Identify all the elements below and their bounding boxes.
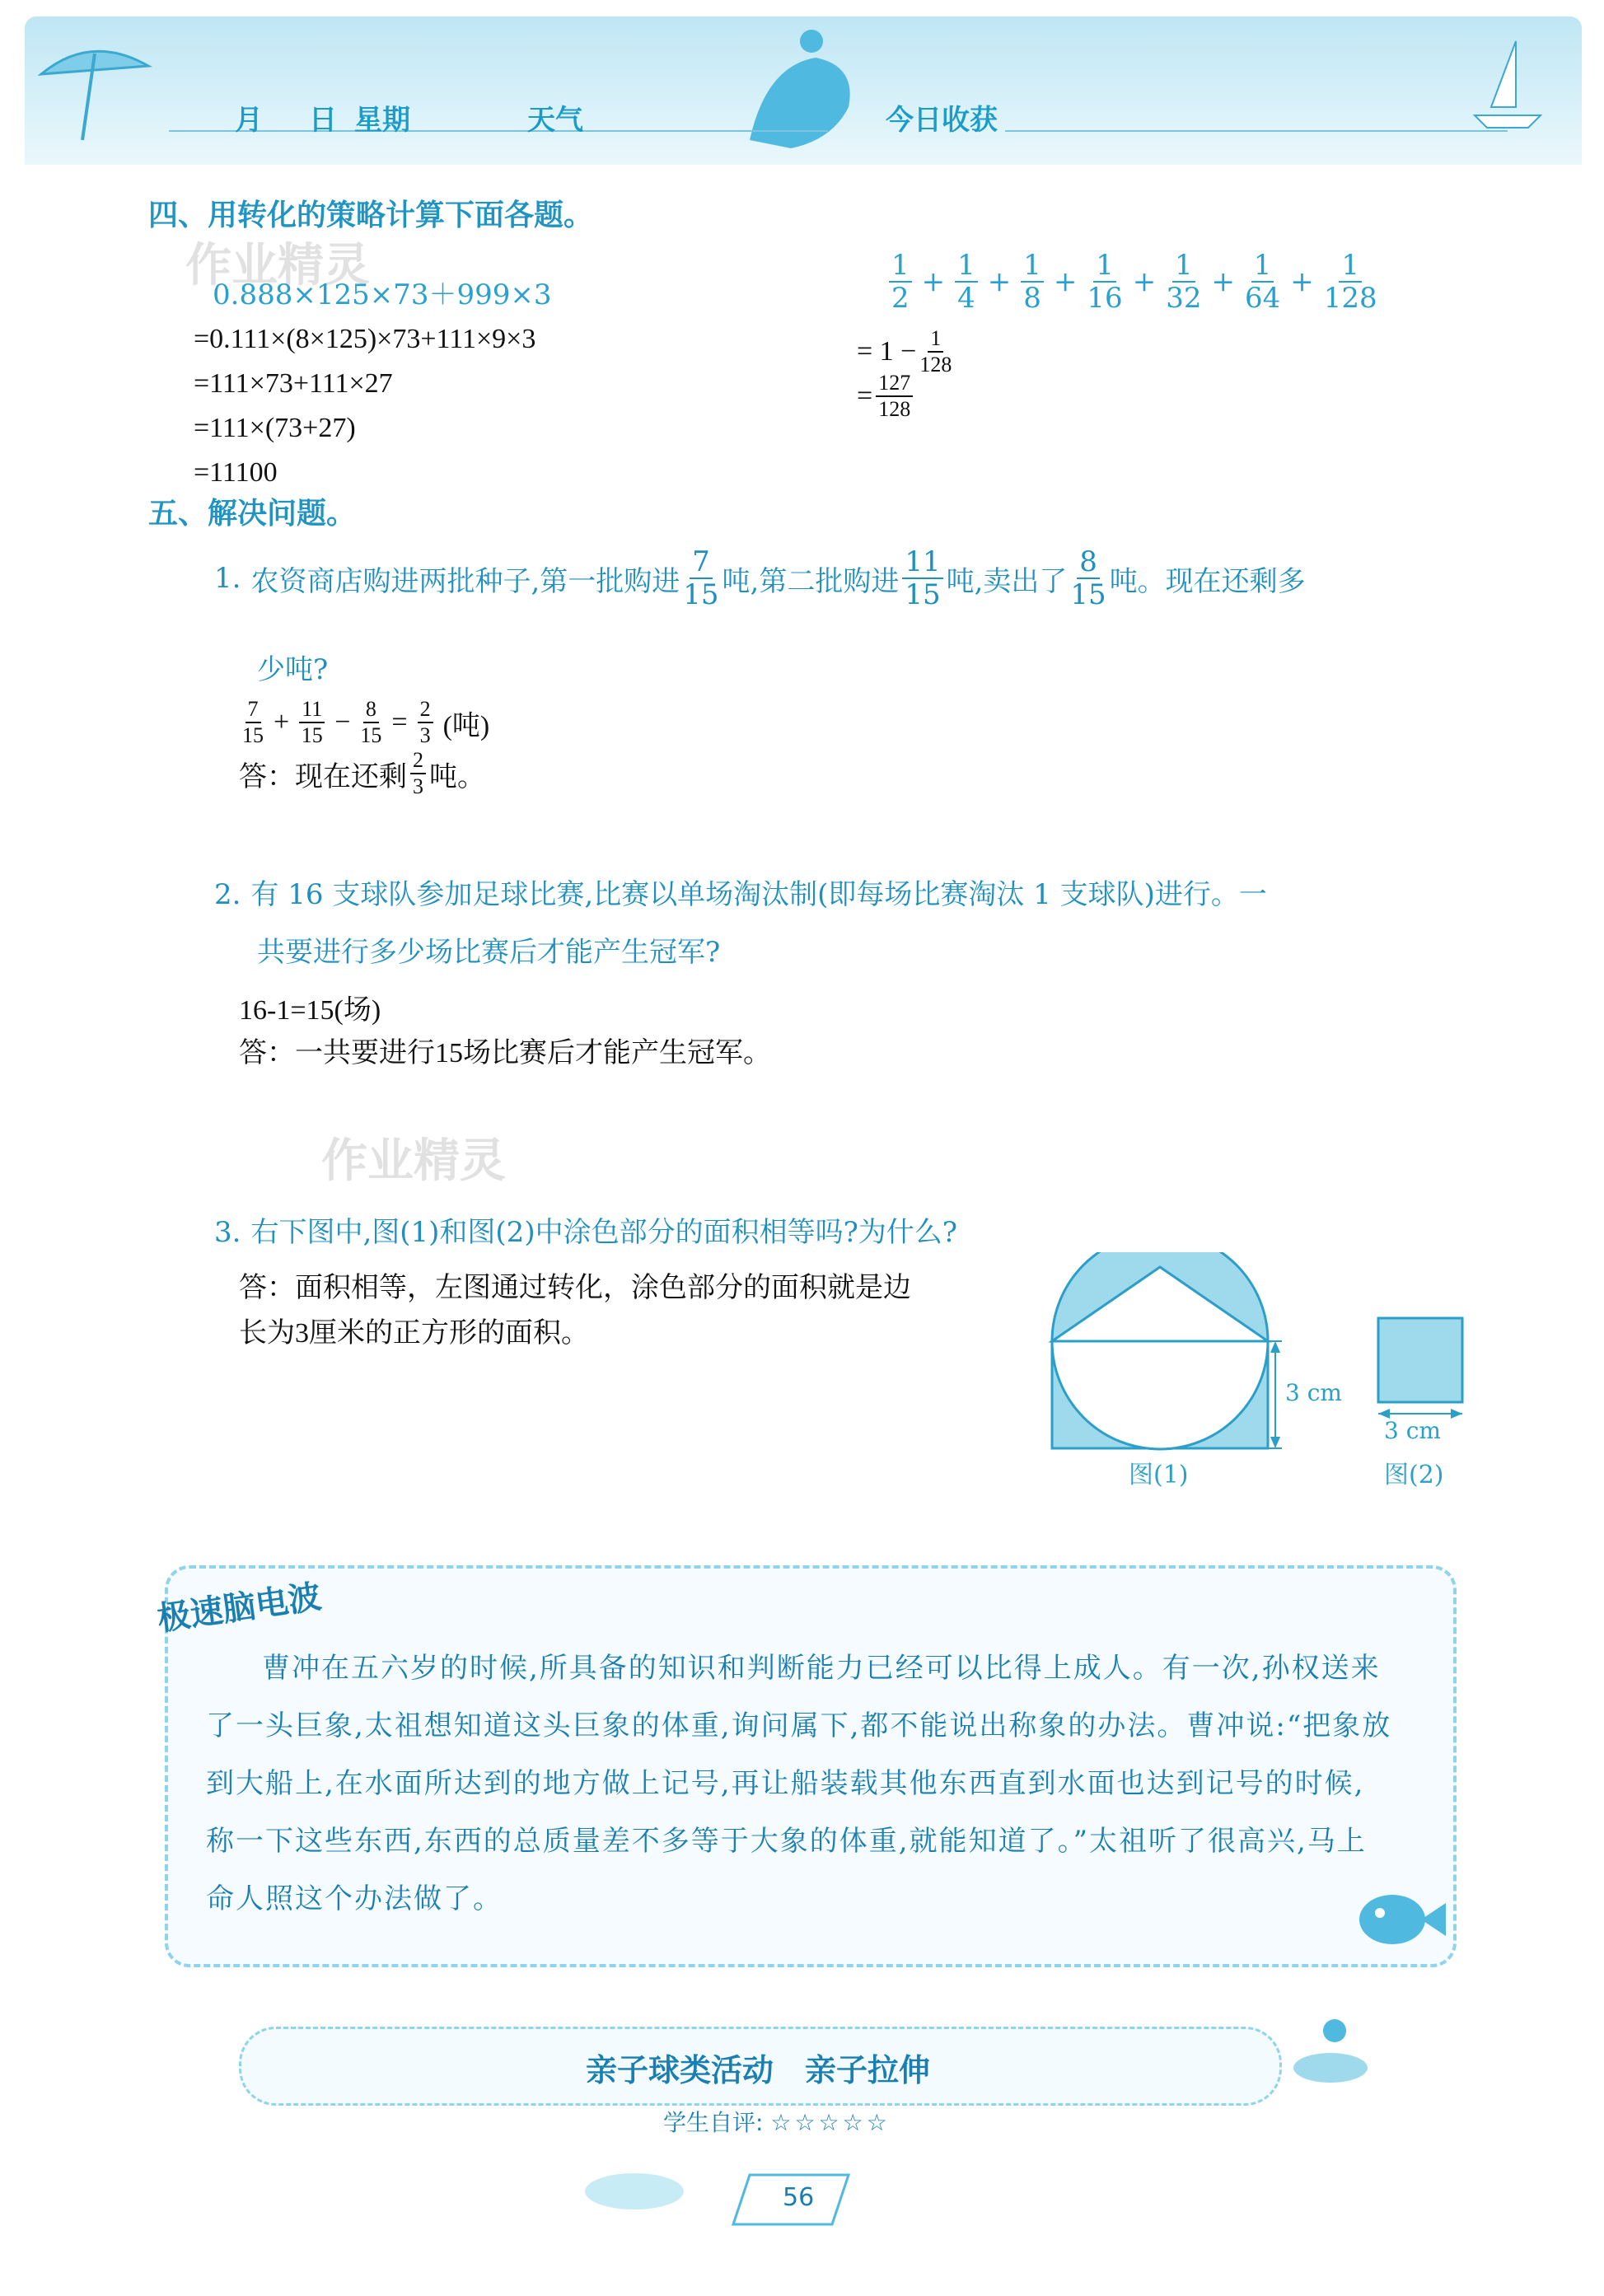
- self-eval: 学生自评: ☆☆☆☆☆: [663, 2109, 891, 2136]
- question-3-answer-cont: 长为3厘米的正方形的面积。: [239, 1318, 589, 1349]
- section-4-title: 四、用转化的策略计算下面各题。: [148, 199, 594, 232]
- header-day: 日: [309, 104, 337, 137]
- figure-2: [1378, 1318, 1462, 1489]
- sailboat-icon: [1475, 41, 1541, 128]
- question-1: 1. 农资商店购进两批种子,第一批购进 $\frac{7}{15}$ 吨,第二批购进 $\frac{11}{15}$ 吨,卖出了 $\frac{8}{15}$ 吨。现在还剩多: [214, 545, 1306, 611]
- question-3-answer: 答：面积相等，左图通过转化，涂色部分的面积就是边: [239, 1273, 911, 1303]
- header-weekday: 星期: [354, 104, 410, 137]
- problem-1-step: =11100: [194, 457, 278, 488]
- footer-decoration: [568, 2142, 881, 2233]
- watermark: 作业精灵: [321, 1134, 506, 1188]
- figure-1: [1052, 1252, 1342, 1489]
- question-3: 3. 右下图中,图(1)和图(2)中涂色部分的面积相等吗?为什么?: [214, 1216, 958, 1249]
- problem-2-expression: $\frac{1}{2}$ + $\frac{1}{4}$ + $\frac{1}{8}$ + $\frac{1}{16}$ + $\frac{1}{32}$ + $\frac{1}{64}$ + $\frac{1}{128}$: [886, 251, 1381, 312]
- section-5-title: 五、解决问题。: [148, 497, 357, 531]
- figure-1-label: 图(1): [1129, 1461, 1189, 1489]
- question-2-answer: 答：一共要进行15场比赛后才能产生冠军。: [239, 1038, 771, 1069]
- question-1-cont: 少吨?: [257, 653, 329, 686]
- header-decoration: [25, 16, 1582, 165]
- story-text: 曹冲在五六岁的时候,所具备的知识和判断能力已经可以比得上成人。有一次,孙权送来了一头巨象,太祖想知道这头巨象的体重,询问属下,都不能说出称象的办法。曹冲说:“把象放到大船上,在水面所达到的地方做上记号,再让船装载其他东西直到水面也达到记号的时候,称一下这些东西,东西的总质量差不多等于大象的体重,就能知道了。”太祖听了很高兴,马上命人照这个办法做了。: [206, 1652, 1392, 1915]
- header-line-left: [169, 130, 828, 132]
- problem-1-expression: 0.888×125×73＋999×3: [213, 278, 552, 311]
- header-harvest: 今日收获: [886, 104, 998, 137]
- question-2: 2. 有 16 支球队参加足球比赛,比赛以单场淘汰制(即每场比赛淘汰 1 支球队)进行。一: [214, 878, 1267, 911]
- header-line-right: [1005, 130, 1508, 132]
- question-2-cont: 共要进行多少场比赛后才能产生冠军?: [257, 936, 721, 969]
- seal-icon: [1285, 2002, 1376, 2093]
- question-1-calc: $\frac{7}{15}$ + $\frac{11}{15}$ − $\frac{8}{15}$ = $\frac{2}{3}$ (吨): [242, 697, 490, 747]
- header-month: 月: [235, 104, 263, 137]
- question-2-calc: 16-1=15(场): [239, 995, 381, 1026]
- activity-text: 亲子球类活动 亲子拉伸: [585, 2052, 930, 2088]
- watermark: 作业精灵: [185, 239, 370, 292]
- figure-2-label: 图(2): [1384, 1461, 1444, 1489]
- problem-1-step: =111×(73+27): [194, 413, 356, 443]
- figure-diagram: [1038, 1252, 1499, 1491]
- problem-1-step: =0.111×(8×125)×73+111×9×3: [194, 324, 536, 354]
- question-1-answer: 答：现在还剩 $\frac{2}{3}$ 吨。: [239, 748, 485, 798]
- page-number: 56: [783, 2183, 815, 2212]
- figure-2-dimension: 3 cm: [1384, 1417, 1441, 1444]
- fish-icon: [1343, 1870, 1450, 1969]
- problem-1-step: =111×73+111×27: [194, 368, 393, 399]
- figure-1-dimension: 3 cm: [1285, 1379, 1342, 1406]
- story-title: 极速脑电波: [155, 1578, 324, 1639]
- header-weather: 天气: [527, 104, 583, 137]
- problem-2-step: = $\frac{127}{128}$: [857, 372, 916, 420]
- star-rating[interactable]: ☆☆☆☆☆: [770, 2109, 891, 2136]
- problem-2-step: = 1 − $\frac{1}{128}$: [857, 326, 952, 376]
- umbrella-icon: [41, 51, 148, 140]
